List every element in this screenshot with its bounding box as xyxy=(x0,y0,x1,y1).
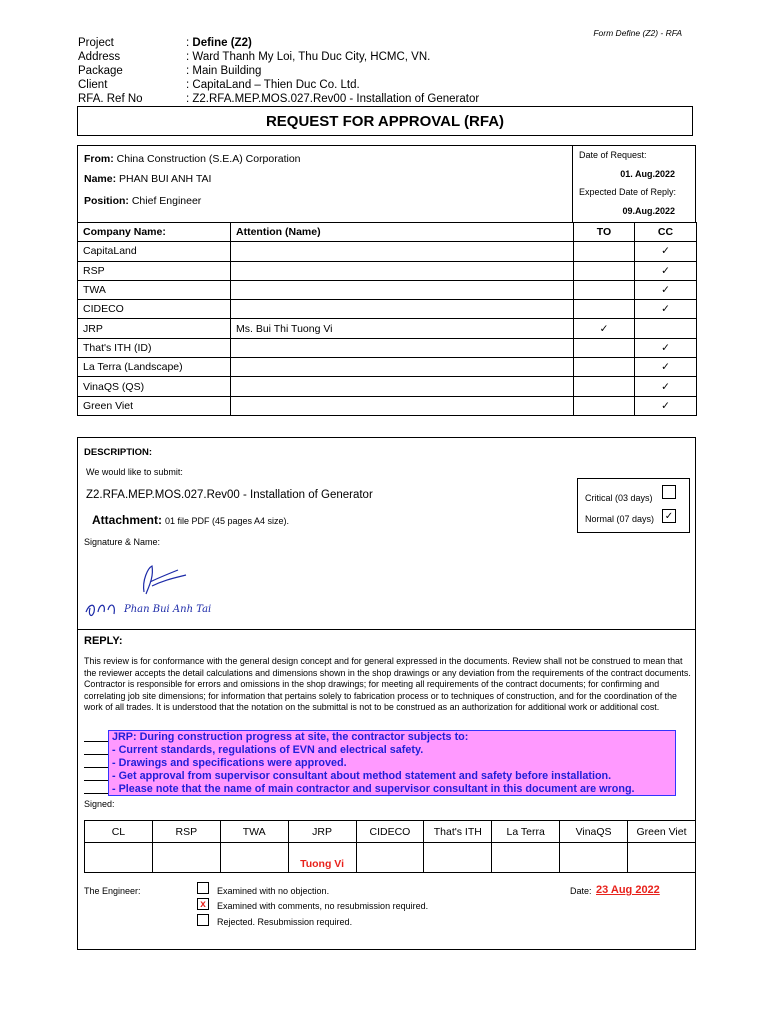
request-date-label: Date of Request: xyxy=(579,150,647,160)
table-row xyxy=(78,338,697,357)
to-cell xyxy=(574,300,635,319)
attention-cell xyxy=(231,242,574,261)
description-heading: DESCRIPTION: xyxy=(84,447,153,458)
signature-cell xyxy=(628,843,696,873)
signed-label: Signed: xyxy=(84,799,115,809)
table-row xyxy=(78,242,697,261)
cc-cell xyxy=(635,319,697,338)
cc-cell: ✓ xyxy=(635,396,697,415)
underline-3 xyxy=(84,767,109,768)
comment-line: - Current standards, regulations of EVN and electrical safety. xyxy=(112,744,424,756)
signature-cell-jrp: Tuong Vi xyxy=(288,843,356,873)
engineer-date-label: Date: xyxy=(570,886,592,896)
cc-cell: ✓ xyxy=(635,261,697,280)
attention-cell xyxy=(231,396,574,415)
attention-cell: Ms. Bui Thi Tuong Vi xyxy=(231,319,574,338)
signature-cell xyxy=(85,843,153,873)
company-cell: RSP xyxy=(78,261,231,280)
to-cell xyxy=(574,377,635,396)
header-company: Company Name: xyxy=(78,223,231,242)
comment-line: - Drawings and specifications were approved. xyxy=(112,757,347,769)
address-row: Address : Ward Thanh My Loi, Thu Duc City, HCMC, VN. xyxy=(78,51,431,63)
header-cc: CC xyxy=(635,223,697,242)
to-cell xyxy=(574,338,635,357)
attention-cell xyxy=(231,377,574,396)
signature-image xyxy=(82,560,232,622)
reply-date-value: 09.Aug.2022 xyxy=(622,206,675,216)
attention-cell xyxy=(231,338,574,357)
client-value: CapitaLand – Thien Duc Co. Ltd. xyxy=(192,79,360,91)
company-cell: CapitaLand xyxy=(78,242,231,261)
attention-cell xyxy=(231,300,574,319)
signatory-cell: That's ITH xyxy=(424,821,492,843)
underline-1 xyxy=(84,741,109,742)
with-comments-label: Examined with comments, no resubmission required. xyxy=(217,901,429,911)
signatories-header xyxy=(85,821,696,843)
table-row xyxy=(78,261,697,280)
comment-line: JRP: During construction progress at site, the contractor subjects to: xyxy=(112,731,469,743)
critical-label: Critical (03 days) xyxy=(585,493,653,503)
engineer-date-value: 23 Aug 2022 xyxy=(596,884,660,896)
normal-checkbox[interactable]: ✓ xyxy=(662,509,676,523)
comment-line: - Get approval from supervisor consultant about method statement and safety before installation. xyxy=(112,770,612,782)
cc-cell: ✓ xyxy=(635,280,697,299)
priority-box xyxy=(577,478,690,533)
rejected-label: Rejected. Resubmission required. xyxy=(217,917,353,927)
underline-4 xyxy=(84,780,109,781)
table-row xyxy=(78,358,697,377)
header-to: TO xyxy=(574,223,635,242)
client-row: Client : CapitaLand – Thien Duc Co. Ltd. xyxy=(78,79,360,91)
reply-heading: REPLY: xyxy=(84,635,123,647)
table-row xyxy=(78,280,697,299)
signatory-cell: La Terra xyxy=(492,821,560,843)
underline-2 xyxy=(84,754,109,755)
request-date-value: 01. Aug.2022 xyxy=(620,169,675,179)
from-line: From: China Construction (S.E.A) Corporation xyxy=(84,153,301,165)
company-cell: That's ITH (ID) xyxy=(78,338,231,357)
signature-label: Signature & Name: xyxy=(84,537,161,547)
table-header xyxy=(78,223,697,242)
page-title: REQUEST FOR APPROVAL (RFA) xyxy=(77,106,693,136)
rfa-ref-label: RFA. Ref No xyxy=(78,93,143,105)
client-label: Client xyxy=(78,79,108,91)
signatures-row xyxy=(85,843,696,873)
rfa-ref-value: Z2.RFA.MEP.MOS.027.Rev00 - Installation of Generator xyxy=(192,93,480,105)
signature-cell xyxy=(492,843,560,873)
reply-disclaimer: This review is for conformance with the general design concept and for general expressed in the documents. Review shall not be construed to mean that the reviewer accepts the detail calculations and dimensions shown in the shop drawings or any deviation from the requirements of the contract documents. Contractor is responsible for errors and omissions in the shop drawings; for meeting all requirements of the contract documents; for confirming and correlating job site dimensions; for information that pertains solely to fabrication process or to techniques of construction, and for the coordination of the work of all trades. It is understood that the notation on the submittal is not to be construed as an authorization for additional work or additional cost. xyxy=(84,656,691,712)
no-objection-label: Examined with no objection. xyxy=(217,886,330,896)
from-value: China Construction (S.E.A) Corporation xyxy=(116,153,301,165)
position-line: Position: Chief Engineer xyxy=(84,195,202,207)
address-label: Address xyxy=(78,51,121,63)
attachment-label: Attachment: xyxy=(92,513,163,527)
table-row xyxy=(78,396,697,415)
to-cell xyxy=(574,358,635,377)
rfa-ref-row: RFA. Ref No : Z2.RFA.MEP.MOS.027.Rev00 - Installation of Generator xyxy=(78,93,480,105)
position-value: Chief Engineer xyxy=(131,195,202,207)
cc-cell: ✓ xyxy=(635,338,697,357)
attachment-line xyxy=(92,513,289,527)
signatory-cell: CIDECO xyxy=(356,821,424,843)
signatory-cell: TWA xyxy=(220,821,288,843)
with-comments-checkbox[interactable]: x xyxy=(197,898,209,910)
description-intro: We would like to submit: xyxy=(86,467,183,477)
signatory-cell: VinaQS xyxy=(560,821,628,843)
reply-comments xyxy=(108,730,676,796)
package-row: Package : Main Building xyxy=(78,65,262,77)
description-subject: Z2.RFA.MEP.MOS.027.Rev00 - Installation of Generator xyxy=(86,489,373,501)
to-cell: ✓ xyxy=(574,319,635,338)
signatory-cell: RSP xyxy=(152,821,220,843)
critical-checkbox[interactable] xyxy=(662,485,676,499)
signatories-table xyxy=(84,820,696,873)
to-cell xyxy=(574,396,635,415)
table-row xyxy=(78,377,697,396)
package-value: Main Building xyxy=(192,65,262,77)
to-cell xyxy=(574,261,635,280)
name-value: PHAN BUI ANH TAI xyxy=(119,173,212,185)
reply-date-label: Expected Date of Reply: xyxy=(579,187,677,197)
table-row xyxy=(78,319,697,338)
signatory-cell: JRP xyxy=(288,821,356,843)
attention-cell xyxy=(231,358,574,377)
project-label: Project xyxy=(78,37,114,49)
signatory-cell: CL xyxy=(85,821,153,843)
form-reference: Form Define (Z2) - RFA xyxy=(593,28,682,38)
comment-line: - Please note that the name of main contractor and supervisor consultant in this document are wrong. xyxy=(112,783,635,795)
company-cell: JRP xyxy=(78,319,231,338)
to-cell xyxy=(574,280,635,299)
table-row xyxy=(78,300,697,319)
cc-cell: ✓ xyxy=(635,242,697,261)
company-cell: VinaQS (QS) xyxy=(78,377,231,396)
project-info xyxy=(78,36,479,106)
signature-cell xyxy=(152,843,220,873)
address-value: Ward Thanh My Loi, Thu Duc City, HCMC, VN. xyxy=(192,51,431,63)
rejected-checkbox[interactable] xyxy=(197,914,209,926)
company-cell: La Terra (Landscape) xyxy=(78,358,231,377)
company-cell: TWA xyxy=(78,280,231,299)
signature-cell xyxy=(356,843,424,873)
date-section xyxy=(572,145,696,223)
normal-label: Normal (07 days) xyxy=(585,514,655,524)
to-cell xyxy=(574,242,635,261)
package-label: Package xyxy=(78,65,123,77)
engineer-label: The Engineer: xyxy=(84,886,141,896)
cc-cell: ✓ xyxy=(635,377,697,396)
header-attention: Attention (Name) xyxy=(231,223,574,242)
signature-cell xyxy=(560,843,628,873)
company-cell: Green Viet xyxy=(78,396,231,415)
signatory-cell: Green Viet xyxy=(628,821,696,843)
attention-cell xyxy=(231,261,574,280)
underline-5 xyxy=(84,793,109,794)
project-row: Project : Define (Z2) xyxy=(78,37,252,49)
signature-name: Phan Bui Anh Tai xyxy=(124,604,212,615)
name-line: Name: PHAN BUI ANH TAI xyxy=(84,173,212,185)
project-value: Define (Z2) xyxy=(192,37,252,49)
attachment-value: 01 file PDF (45 pages A4 size). xyxy=(164,516,289,526)
company-cell: CIDECO xyxy=(78,300,231,319)
attention-cell xyxy=(231,280,574,299)
cc-cell: ✓ xyxy=(635,358,697,377)
distribution-table xyxy=(77,222,697,416)
no-objection-checkbox[interactable] xyxy=(197,882,209,894)
signature-cell xyxy=(220,843,288,873)
signature-cell xyxy=(424,843,492,873)
cc-cell: ✓ xyxy=(635,300,697,319)
